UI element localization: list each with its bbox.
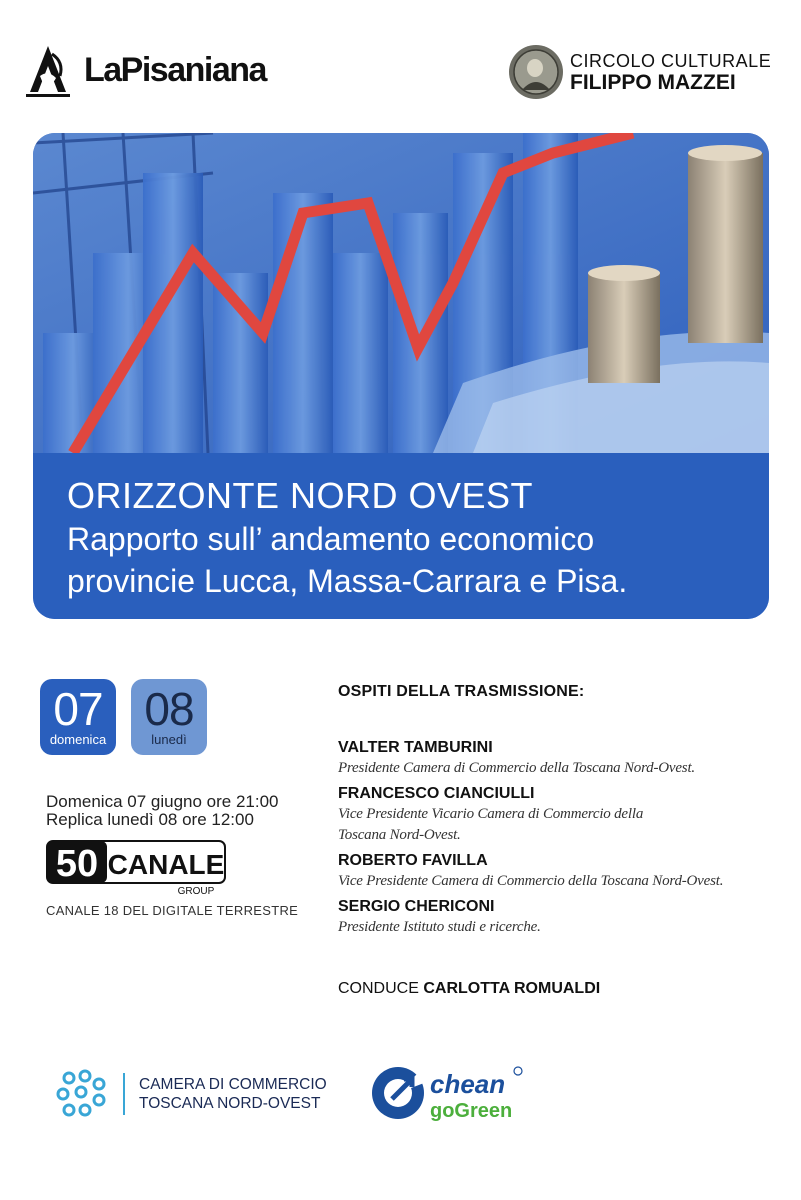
guest-role: Vice Presidente Vicario Camera di Commercio della	[338, 806, 644, 822]
camera-commercio-emblem-icon	[55, 1068, 107, 1120]
guest-name: ROBERTO FAVILLA	[338, 852, 488, 869]
ccia-line1: CAMERA DI COMMERCIO	[139, 1076, 327, 1093]
guest-entry	[338, 783, 788, 846]
circolo-mazzei-logo	[508, 44, 771, 100]
guest-name: SERGIO CHERICONI	[338, 898, 495, 915]
ccia-line2: TOSCANA NORD-OVEST	[139, 1095, 321, 1112]
banner-subtitle-line2: provincie Lucca, Massa-Carrara e Pisa.	[67, 563, 628, 599]
chean-gogreen-logo-icon	[370, 1063, 530, 1125]
guest-role: Presidente Istituto studi e ricerche.	[338, 919, 541, 935]
banner-subtitle-line1: Rapporto sull’ andamento economico	[67, 521, 595, 557]
host-name: CARLOTTA ROMUALDI	[423, 980, 601, 997]
date-number: 08	[144, 683, 194, 735]
canale-logo-number: 50	[55, 843, 99, 885]
date-day: lunedì	[151, 732, 187, 747]
camera-commercio-logo	[55, 1068, 327, 1120]
event-banner	[33, 133, 769, 619]
guest-name: FRANCESCO CIANCIULLI	[338, 785, 535, 802]
guest-role: Toscana Nord-Ovest.	[338, 827, 461, 843]
date-day: domenica	[49, 732, 107, 747]
broadcast-line2: Replica lunedì 08 ore 12:00	[46, 810, 254, 829]
la-pisaniana-logo	[22, 40, 266, 100]
canale-logo-text: CANALE	[107, 849, 225, 880]
divider	[123, 1073, 125, 1115]
date-box-monday	[131, 679, 207, 755]
broadcast-line1: Domenica 07 giugno ore 21:00	[46, 792, 279, 811]
date-box-sunday	[40, 679, 116, 755]
date-number: 07	[53, 683, 103, 735]
host-line	[338, 980, 600, 998]
la-pisaniana-emblem-icon	[22, 42, 74, 98]
host-label: CONDUCE	[338, 980, 419, 997]
gogreen-wordmark: goGreen	[430, 1100, 513, 1122]
canale-logo-group: GROUP	[177, 886, 215, 896]
circolo-line2: FILIPPO MAZZEI	[570, 70, 736, 94]
banner-text-panel	[33, 453, 769, 619]
canale-caption: CANALE 18 DEL DIGITALE TERRESTRE	[46, 903, 299, 918]
broadcast-times	[46, 793, 279, 829]
guest-entry	[338, 737, 788, 779]
guest-role: Vice Presidente Camera di Commercio della Toscana Nord-Ovest.	[338, 873, 724, 889]
circolo-line1: CIRCOLO CULTURALE	[570, 50, 772, 71]
guest-entry	[338, 850, 788, 892]
la-pisaniana-name: LaPisaniana	[84, 50, 266, 89]
mazzei-seal-icon	[508, 44, 564, 100]
guest-name: VALTER TAMBURINI	[338, 739, 493, 756]
guests-section	[338, 683, 788, 938]
chean-wordmark: chean	[430, 1069, 506, 1099]
guest-role: Presidente Camera di Commercio della Toscana Nord-Ovest.	[338, 760, 695, 776]
banner-title: ORIZZONTE NORD OVEST	[67, 475, 534, 516]
bar-chart-with-red-trend-line-icon	[33, 133, 769, 453]
canale-50-logo-icon	[46, 840, 226, 896]
guests-heading: OSPITI DELLA TRASMISSIONE:	[338, 683, 585, 700]
guest-entry	[338, 896, 788, 938]
